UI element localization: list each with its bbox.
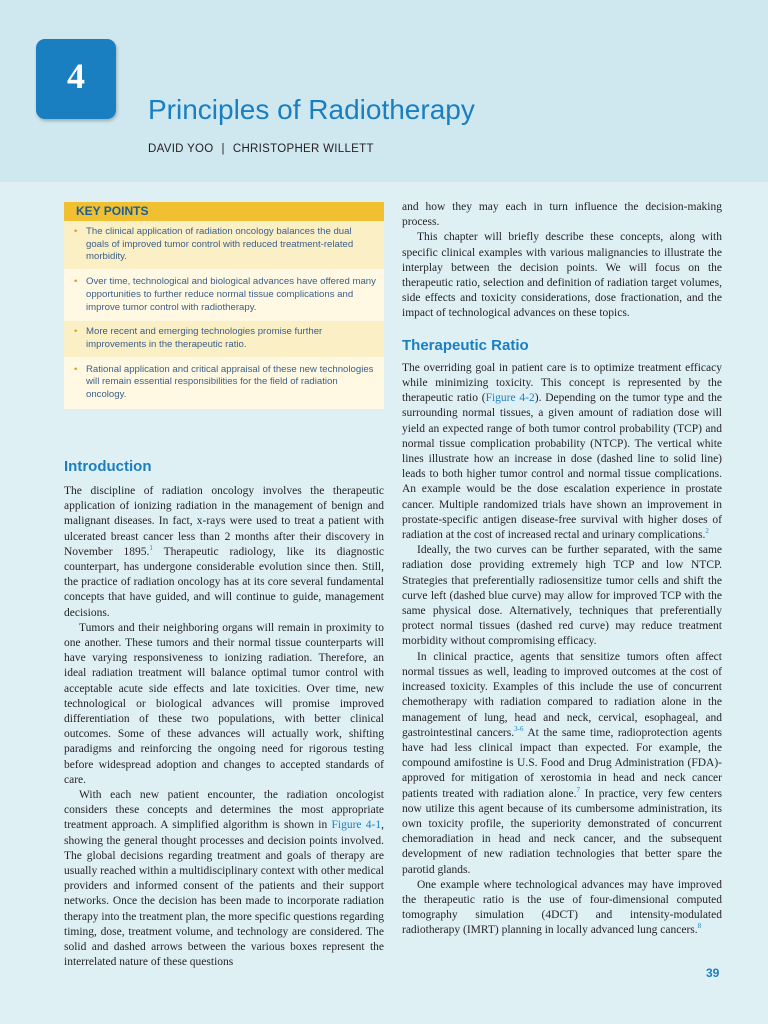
right-paragraph-2: This chapter will briefly describe these concepts, along with specific clinical examples with various malignancies to illustrate the interplay between the decision points. We will focus on the therapeutic ratio, selection and definition of radiation target volumes, side effects and toxicity considerations, dose fractionation, and the impact of technological advances on these topics. <box>402 231 722 320</box>
author-separator: | <box>221 143 225 155</box>
therapeutic-ratio-heading: Therapeutic Ratio <box>402 336 529 354</box>
reference-8[interactable]: 8 <box>697 922 702 931</box>
intro-paragraph-2: Tumors and their neighboring organs will remain in proximity to one another. These tumors and their normal tissue counterparts will have varying responsiveness to ionizing radiation. Therefore, an ideal radiation treatment will balance optimal tumor control with acceptable acute side effects and late toxicities. Over time, new technological or biological advances will promise improved differentiation of these two populations, with better clinical outcomes. Some of these advances will actually work, shifting paradigms and reinforcing the ongoing need for rigorous testing before widespread adoption and changes to accepted standards of care. <box>64 621 384 786</box>
left-column <box>64 202 384 970</box>
author-2: CHRISTOPHER WILLETT <box>232 143 374 155</box>
key-point-text: The clinical application of radiation oncology balances the dual goals of improved tumor control with reduced treatment-related morbidity. <box>86 226 354 263</box>
figure-4-1-link[interactable]: Figure 4-1 <box>331 819 382 832</box>
right-paragraph-4: Ideally, the two curves can be further separated, with the same radiation dose providing extremely high TCP and low NTCP. Strategies that preferentially radiosensitize tumor cells and shift the curve left (dashed blue curve) may allow for improved TCP with the same physical dose. Alternatively, techniques that preferentially protect normal tissues (dashed red curve) may reduce treatment morbidity without compromising efficacy. <box>402 544 722 648</box>
bullet-icon: • <box>74 276 78 288</box>
key-points-heading: KEY POINTS <box>64 202 384 221</box>
key-point-item <box>64 359 384 409</box>
reference-2[interactable]: 2 <box>705 527 709 536</box>
key-point-item <box>64 271 384 321</box>
right-p5-text-c: In practice, very few centers now utilize this agent because of its cumbersome administration, its own toxicity profile, the superiority demonstrated of concurrent chemoradiation in head and neck cancer, and the subsequent development of new radiation technologies that better spare the parotid glands. <box>402 787 723 876</box>
chapter-number-box <box>36 39 116 119</box>
key-point-item <box>64 221 384 271</box>
intro-p3-text-b: , showing the general thought processes and decision points involved. The global decisions regarding treatment and goals of therapy are usually reached within a multidisciplinary context with other medical providers and informed consent of the patients and their support networks. Once the decision has been made to incorporate radiation therapy into the treatment plan, the more specific questions regarding timing, dose, treatment volume, and technology are considered. The solid and dashed arrows between the various boxes represent the interrelated nature of these questions <box>64 819 384 969</box>
right-paragraph-3 <box>402 361 722 543</box>
chapter-number: 4 <box>67 56 85 96</box>
introduction-heading: Introduction <box>64 457 152 475</box>
key-point-text: Over time, technological and biological advances have offered many opportunities to further reduce normal tissue complications and improve tumor control with radiotherapy. <box>86 276 376 313</box>
key-point-text: Rational application and critical appraisal of these new technologies will remain essential responsibilities for the field of radiation oncology. <box>86 363 374 401</box>
right-p5-text-b: At the same time, radioprotection agents have had less clinical impact than expected. For example, the compound amifostine is U.S. Food and Drug Administration (FDA)-approved for mitigation of xerostomia in head and neck cancer patients treated with radiation alone. <box>402 726 722 800</box>
bullet-icon: • <box>74 226 78 237</box>
right-p6-text-a: One example where technological advances may have improved the therapeutic ratio is the use of four-dimensional computed tomography simulation (4DCT) and intensity-modulated radiotherapy (IMRT) planning in locally advanced lung cancers. <box>402 878 722 937</box>
right-column <box>402 200 722 939</box>
key-point-text: More recent and emerging technologies promise further improvements in the therapeutic ratio. <box>86 326 323 350</box>
reference-7[interactable]: 7 <box>576 785 580 794</box>
reference-3-6[interactable]: 3-6 <box>514 724 524 733</box>
key-points-box <box>64 202 384 409</box>
reference-1[interactable]: 1 <box>149 543 153 552</box>
chapter-title: Principles of Radiotherapy <box>148 94 475 125</box>
page-number: 39 <box>706 966 720 980</box>
bullet-icon: • <box>74 363 78 375</box>
right-paragraph-1: and how they may each in turn influence the decision-making process. <box>402 201 722 229</box>
right-paragraph-6 <box>402 878 722 939</box>
figure-4-2-link[interactable]: Figure 4-2 <box>485 392 535 405</box>
intro-p1-text-b: Therapeutic radiology, like its diagnostic counterpart, has undergone considerable evolution since then. Still, the practice of radiation oncology has at its core several fundamental concepts that have guided, and will continue to guide, management decisions. <box>64 545 384 619</box>
right-p3-text-b: ). Depending on the tumor type and the surrounding normal tissues, a given amount of radiation dose will yield an expected range of both tumor control probability (TCP) and normal tissue complication probability (NTCP). The vertical white lines illustrate how an increase in dose (dashed line to solid line) leads to both higher tumor control and normal tissue complications. An example would be the dose escalation experience in prostate cancer. Multiple randomized trials have shown an improvement in prostate-specific antigen disease-free survival with higher doses of radiation at the cost of increased rectal and urinary complications. <box>402 392 722 542</box>
intro-p1-text-a: The discipline of radiation oncology involves the therapeutic application of ionizing radiation in the management of benign and malignant diseases. In fact, x-rays were used to treat a patient with ulcerated breast cancer less than 2 months after their discovery in November 1895. <box>64 484 384 558</box>
intro-paragraph-1 <box>64 484 384 621</box>
intro-paragraph-3 <box>64 788 384 970</box>
intro-p3-text-a: With each new patient encounter, the radiation oncologist considers these concepts and determines the most appropriate treatment approach. A simplified algorithm is shown in <box>64 789 384 832</box>
right-p3-text-a: The overriding goal in patient care is to optimize treatment efficacy while minimizing toxicity. This concept is represented by the therapeutic ratio ( <box>402 361 722 405</box>
bullet-icon: • <box>74 326 78 338</box>
key-point-item <box>64 321 384 358</box>
authors <box>148 143 374 155</box>
right-p5-text-a: In clinical practice, agents that sensitize tumors often affect normal tissues as well, leading to improved outcomes at the cost of increased toxicity. Examples of this include the use of concurrent chemotherapy with radiation compared to radiation alone in the management of lung, head and neck, cervical, esophageal, and gastrointestinal cancers. <box>402 650 722 739</box>
author-1: DAVID YOO <box>148 143 214 155</box>
right-paragraph-5 <box>402 650 722 878</box>
